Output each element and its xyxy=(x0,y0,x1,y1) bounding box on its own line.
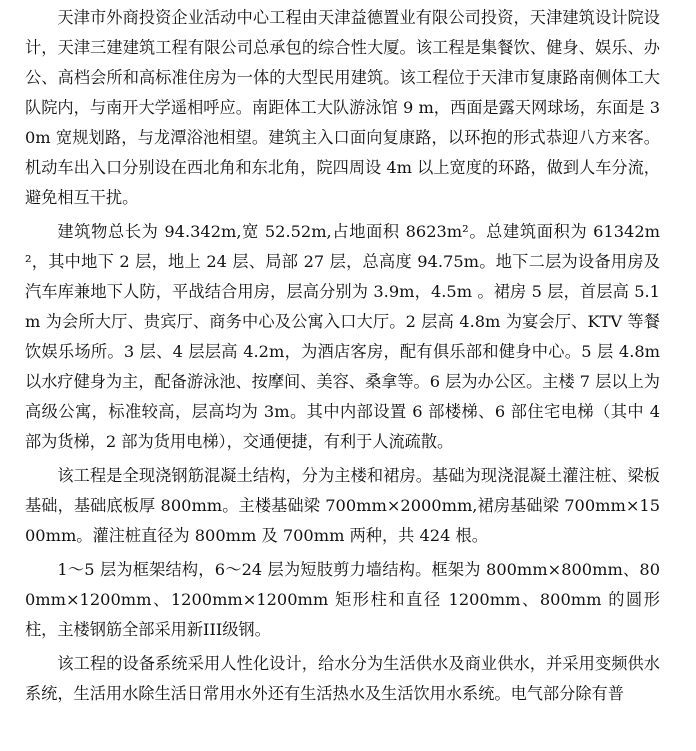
paragraph-equipment-systems: 该工程的设备系统采用人性化设计，给水分为生活供水及商业供水，并采用变频供水系统，生活用水除生活日常用水外还有生活热水及生活饮用水系统。电气部分除有普 xyxy=(25,654,660,703)
paragraph-building-dimensions: 建筑物总长为 94.342m,宽 52.52m,占地面积 8623m²。总建筑面积为 61342m²，其中地下 2 层，地上 24 层、局部 27 层，总高度 94.75m。地下二层为设备用房及汽车库兼地下人防，平战结合用房，层高分别为 3.9m，4.5m 。裙房 5 层，首层高 5.1m 为会所大厅、贵宾厅、商务中心及公寓入口大厅。2 层高 4.8m 为宴会厅、KTV 等餐饮娱乐场所。3 层、4 层层高 4.2m，为酒店客房，配有俱乐部和健身中心。5 层 4.8m 以水疗健身为主，配备游泳池、按摩间、美容、桑拿等。6 层为办公区。主楼 7 层以上为高级公寓，标准较高，层高均为 3m。其中内部设置 6 部楼梯、6 部住宅电梯（其中 4 部为货梯，2 部为货用电梯），交通便捷，有利于人流疏散。 xyxy=(25,222,660,451)
paragraph-project-overview: 天津市外商投资企业活动中心工程由天津益德置业有限公司投资，天津建筑设计院设计，天津三建建筑工程有限公司总承包的综合性大厦。该工程是集餐饮、健身、娱乐、办公、高档会所和高标准住房为一体的大型民用建筑。该工程位于天津市复康路南侧体工大队院内，与南开大学遥相呼应。南距体工大队游泳馆 9 m，西面是露天网球场，东面是 30m 宽规划路，与龙潭浴池相望。建筑主入口面向复康路，以环抱的形式恭迎八方来客。机动车出入口分别设在西北角和东北角，院四周设 4m 以上宽度的环路，做到人车分流，避免相互干扰。 xyxy=(25,8,660,207)
paragraph-structure-foundation: 该工程是全现浇钢筋混凝土结构，分为主楼和裙房。基础为现浇混凝土灌注桩、梁板基础，基础底板厚 800mm。主楼基础梁 700mm×2000mm,裙房基础梁 700mm×1500mm。灌注桩直径为 800mm 及 700mm 两种，共 424 根。 xyxy=(25,466,660,545)
paragraph-frame-structure: 1～5 层为框架结构，6～24 层为短肢剪力墙结构。框架为 800mm×800mm、800mm×1200mm、1200mm×1200mm 矩形柱和直径 1200mm、800mm 的圆形柱，主楼钢筋全部采用新III级钢。 xyxy=(25,560,660,639)
